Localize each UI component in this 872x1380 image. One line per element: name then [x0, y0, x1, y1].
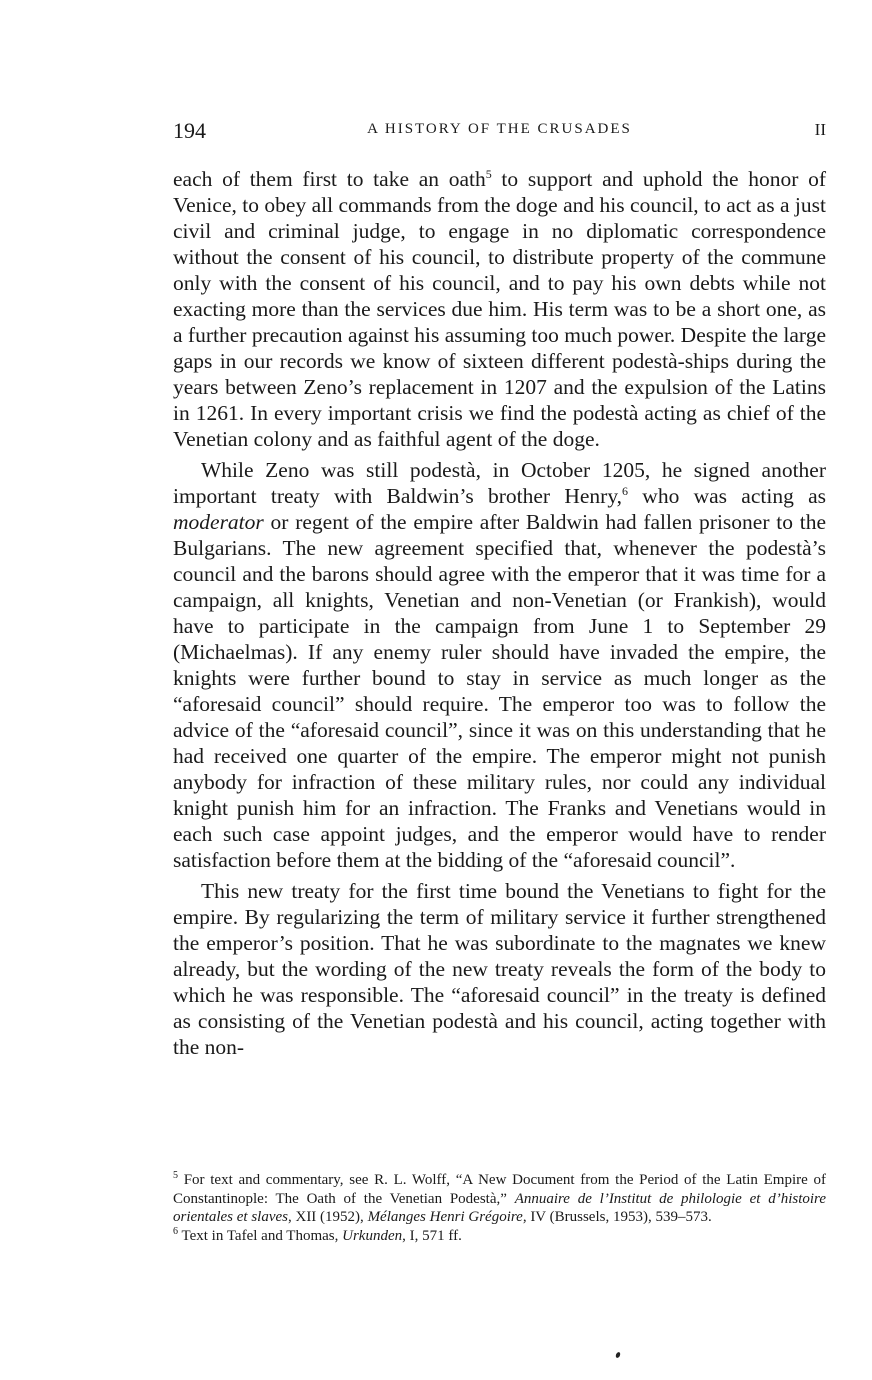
footnote-ref: 5 [485, 166, 492, 181]
footnote-mark: 5 [173, 1170, 178, 1181]
italic-title: Urkunden [342, 1227, 403, 1244]
italic-term: moderator [173, 510, 264, 534]
running-title: A HISTORY OF THE CRUSADES [367, 121, 632, 137]
text-run: , XII (1952), [287, 1209, 368, 1225]
page-number: 194 [173, 118, 206, 143]
footnote-ref: 6 [622, 483, 629, 498]
running-header [173, 118, 826, 148]
volume-number: II [814, 120, 826, 139]
footnote [173, 1227, 826, 1246]
footnote-mark: 6 [173, 1225, 178, 1237]
italic-title: Annuaire de l’Institut de philologie et d’histoire orientales et slaves [173, 1190, 826, 1225]
text-run: to support and uphold the honor of Venice, to obey all commands from the doge and his council, to act as a just civil and criminal judge, to engage in no diplomatic correspondence without the consent of his council, to distribute property of the commune only with the consent of his council, and to pay his own debts while not exacting more than the services due him. His term was to be a short one, as a further precaution against his assuming too much power. Despite the large gaps in our records we know of sixteen different podestà-ships during the years between Zeno’s replacement in 1207 and the expulsion of the Latins in 1261. In every important crisis we find the podestà acting as chief of the Venetian colony and as faithful agent of the doge. [173, 167, 826, 451]
paragraph [173, 878, 826, 1060]
text-run: Text in Tafel and Thomas, [178, 1227, 343, 1244]
ink-speck [615, 1351, 621, 1358]
paragraph [173, 457, 826, 873]
text-run: This new treaty for the first time bound the Venetians to fight for the empire. By regularizing the term of military service it further strengthened the emperor’s position. That he was subordinate to the magnates we knew already, but the wording of the new treaty reveals the form of the body to which he was responsible. The “aforesaid council” in the treaty is defined as consisting of the Venetian podestà and his council, acting together with the non- [173, 879, 826, 1059]
footnotes [173, 1171, 826, 1245]
text-run: who was acting as [628, 484, 826, 508]
body-text [173, 166, 826, 1060]
italic-title: Mélanges Henri Grégoire [367, 1209, 523, 1225]
footnote [173, 1171, 826, 1227]
text-run: , IV (Brussels, 1953), 539–573. [522, 1209, 712, 1225]
paragraph [173, 166, 826, 452]
text-run: , I, 571 ff. [402, 1227, 462, 1244]
text-run: For text and commentary, see R. L. Wolff, “A New Document from the Period of the Latin Empire of Constantinople: The Oath of the Venetian Podestà,” [173, 1172, 826, 1207]
text-run: While Zeno was still podestà, in October 1205, he signed another important treaty with Baldwin’s brother Henry, [173, 458, 826, 508]
text-run: or regent of the empire after Baldwin had fallen prisoner to the Bulgarians. The new agreement specified that, whenever the podestà’s council and the barons should agree with the emperor that it was time for a campaign, all knights, Venetian and non-Venetian (or Frankish), would have to participate in the campaign from June 1 to September 29 (Michaelmas). If any enemy ruler should have invaded the empire, the knights were further bound to stay in service as much longer as the “aforesaid council” should require. The emperor too was to follow the advice of the “aforesaid council”, since it was on this understanding that he had received one quarter of the empire. The emperor might not punish anybody for infraction of these military rules, nor could any individual knight punish him for an infraction. The Franks and Venetians would in each such case appoint judges, and the emperor would have to render satisfaction before them at the bidding of the “aforesaid council”. [173, 510, 826, 872]
text-run: each of them first to take an oath [173, 167, 486, 191]
